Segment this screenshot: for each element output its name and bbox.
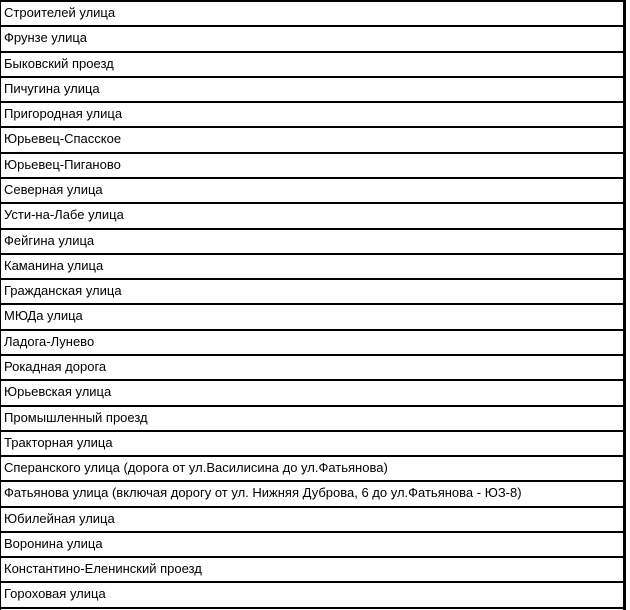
street-name: Тракторная улица	[4, 434, 113, 450]
table-row	[1, 407, 623, 432]
table-row	[1, 128, 623, 153]
table-row	[1, 27, 623, 52]
table-row	[1, 331, 623, 356]
table-row	[1, 204, 623, 229]
street-name: Фрунзе улица	[4, 30, 88, 46]
street-name: Фатьянова улица (включая дорогу от ул. Нижняя Дуброва, 6 до ул.Фатьянова - ЮЗ-8)	[4, 485, 522, 501]
street-name: Юрьевец-Спасское	[4, 131, 122, 147]
table-row	[1, 432, 623, 457]
table-row	[1, 508, 623, 533]
street-name: Сперанского улица (дорога от ул.Василисина до ул.Фатьянова)	[4, 460, 388, 476]
street-name: МЮДа улица	[4, 308, 83, 324]
street-name: Строителей улица	[4, 5, 116, 20]
street-name: Гороховая улица	[4, 586, 106, 602]
table-row	[1, 457, 623, 482]
table-row	[1, 53, 623, 78]
table-row	[1, 103, 623, 128]
table-row	[1, 482, 623, 507]
table-row	[1, 356, 623, 381]
street-name: Юрьевец-Пиганово	[4, 156, 121, 172]
street-name: Константино-Еленинский проезд	[4, 561, 202, 577]
table-row	[1, 583, 623, 608]
table-row	[1, 280, 623, 305]
street-name: Северная улица	[4, 181, 103, 197]
street-name: Усти-на-Лабе улица	[4, 207, 124, 223]
table-row	[1, 2, 623, 27]
street-name: Рокадная дорога	[4, 358, 107, 374]
table-row	[1, 255, 623, 280]
street-name: Быковский проезд	[4, 55, 114, 71]
street-name: Юбилейная улица	[4, 510, 115, 526]
table-row	[1, 381, 623, 406]
street-name: Воронина улица	[4, 535, 103, 551]
table-row	[1, 179, 623, 204]
table-row	[1, 230, 623, 255]
street-name: Каманина улица	[4, 257, 104, 273]
street-name: Пригородная улица	[4, 106, 123, 122]
street-name: Ладога-Лунево	[4, 333, 95, 349]
street-name: Фейгина улица	[4, 232, 95, 248]
table-row	[1, 154, 623, 179]
table-row	[1, 533, 623, 558]
street-name: Промышленный проезд	[4, 409, 148, 425]
street-name: Пичугина улица	[4, 80, 100, 96]
table-row	[1, 78, 623, 103]
table-row	[1, 558, 623, 583]
table-row	[1, 305, 623, 330]
street-name: Гражданская улица	[4, 283, 122, 299]
street-name: Юрьевская улица	[4, 384, 112, 400]
